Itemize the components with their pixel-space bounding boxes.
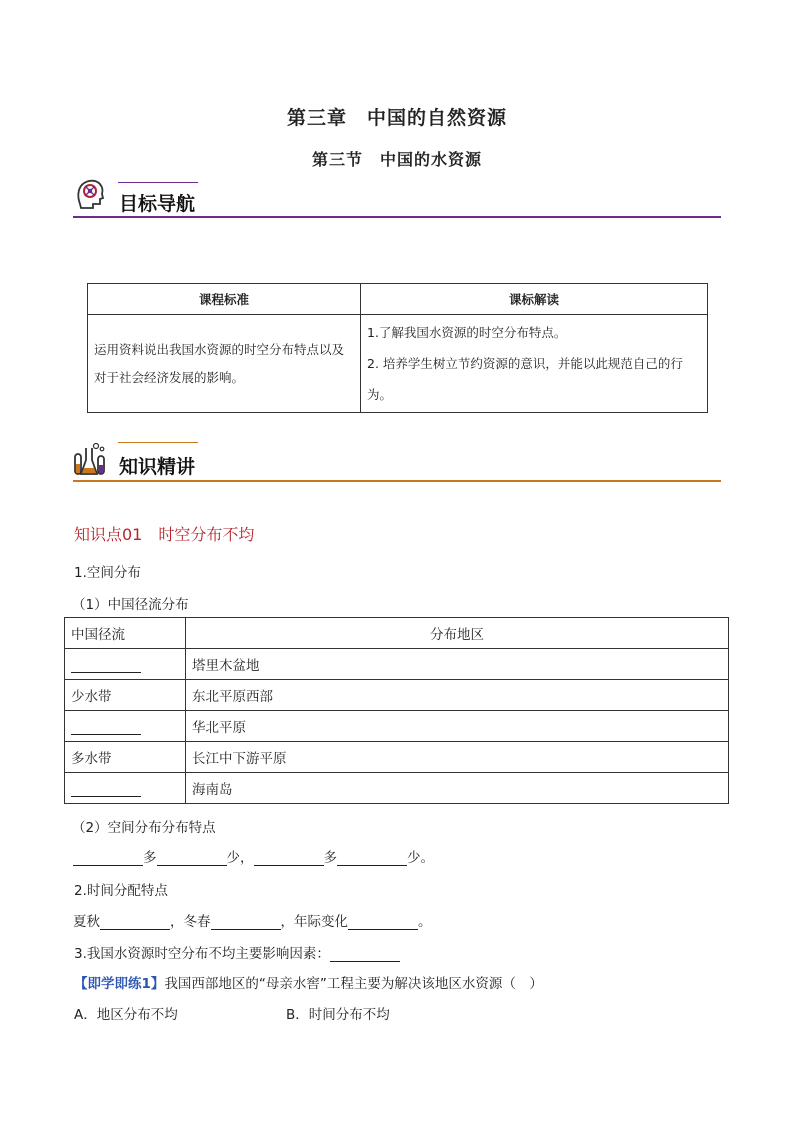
interpretation-cell: [361, 315, 708, 413]
region-cell: 塔里木盆地: [186, 649, 729, 680]
exercise-question: [74, 972, 543, 992]
standards-header: 课程标准: [88, 284, 361, 315]
fill-blank[interactable]: [330, 945, 400, 962]
space-feature-t3: 多: [323, 850, 337, 866]
runoff-col-header: 中国径流: [65, 618, 186, 649]
time-feature-line: [73, 910, 432, 930]
space-feature-line: [73, 846, 434, 866]
fill-blank[interactable]: [71, 718, 141, 735]
space-feature-t4: 少。: [407, 850, 434, 866]
goal-header-title: 目标导航: [119, 193, 196, 215]
runoff-blank-cell: [65, 773, 186, 804]
space-feature-subheading: （2）空间分布分布特点: [72, 820, 216, 836]
interpretation-2: 2. 培养学生树立节约资源的意识，并能以此规范自己的行为。: [367, 356, 683, 402]
fill-blank[interactable]: [254, 849, 324, 866]
brain-gear-icon: [73, 176, 107, 210]
fill-blank[interactable]: [337, 849, 407, 866]
chapter-title: 第三章 中国的自然资源: [286, 107, 507, 129]
space-distribution-heading: 1.空间分布: [74, 565, 141, 581]
exercise-tag: 【即学即练1】: [74, 976, 165, 992]
region-col-header: 分布地区: [186, 618, 729, 649]
fill-blank[interactable]: [100, 913, 170, 930]
fill-blank[interactable]: [348, 913, 418, 930]
knowledge-header-icon: [72, 440, 110, 478]
knowledge-header-underline: [73, 480, 721, 482]
goal-header-underline: [73, 216, 721, 218]
time-feature-t3: ，年际变化: [280, 914, 348, 930]
factor-text: 3.我国水资源时空分布不均主要影响因素：: [74, 946, 330, 962]
runoff-blank-cell: [65, 649, 186, 680]
space-feature-t1: 多: [143, 850, 157, 866]
knowledge-point-title: 知识点01 时空分布不均: [74, 525, 255, 544]
region-cell: 东北平原西部: [186, 680, 729, 711]
space-feature-t2: 少，: [226, 850, 254, 866]
time-feature-t4: 。: [418, 914, 432, 930]
time-distribution-heading: 2.时间分配特点: [74, 883, 168, 899]
fill-blank[interactable]: [71, 656, 141, 673]
runoff-blank-cell: [65, 711, 186, 742]
standard-text: 运用资料说出我国水资源的时空分布特点以及对于社会经济发展的影响。: [88, 315, 361, 413]
runoff-cell: 少水带: [65, 680, 186, 711]
knowledge-header-title: 知识精讲: [119, 456, 196, 478]
runoff-subheading: （1）中国径流分布: [72, 597, 189, 613]
standards-table: [87, 283, 708, 413]
runoff-cell: 多水带: [65, 742, 186, 773]
lab-flask-icon: [72, 440, 110, 478]
interpretation-1: 1.了解我国水资源的时空分布特点。: [367, 325, 567, 340]
option-b[interactable]: B．时间分布不均: [286, 1007, 390, 1023]
fill-blank[interactable]: [73, 849, 143, 866]
region-cell: 海南岛: [186, 773, 729, 804]
knowledge-header-topline: [118, 442, 198, 443]
exercise-text: 我国西部地区的“母亲水窖”工程主要为解决该地区水资源（ ）: [164, 976, 543, 992]
fill-blank[interactable]: [71, 780, 141, 797]
time-feature-t2: ，冬春: [170, 914, 211, 930]
region-cell: 华北平原: [186, 711, 729, 742]
option-a[interactable]: A．地区分布不均: [74, 1007, 178, 1023]
interpretation-header: 课标解读: [361, 284, 708, 315]
fill-blank[interactable]: [211, 913, 281, 930]
section-title: 第三节 中国的水资源: [311, 150, 482, 169]
goal-header-icon: [73, 176, 107, 210]
runoff-table: [64, 617, 729, 804]
fill-blank[interactable]: [157, 849, 227, 866]
goal-header-topline: [118, 182, 198, 183]
region-cell: 长江中下游平原: [186, 742, 729, 773]
factor-line: [74, 942, 400, 962]
time-feature-t1: 夏秋: [73, 914, 100, 930]
